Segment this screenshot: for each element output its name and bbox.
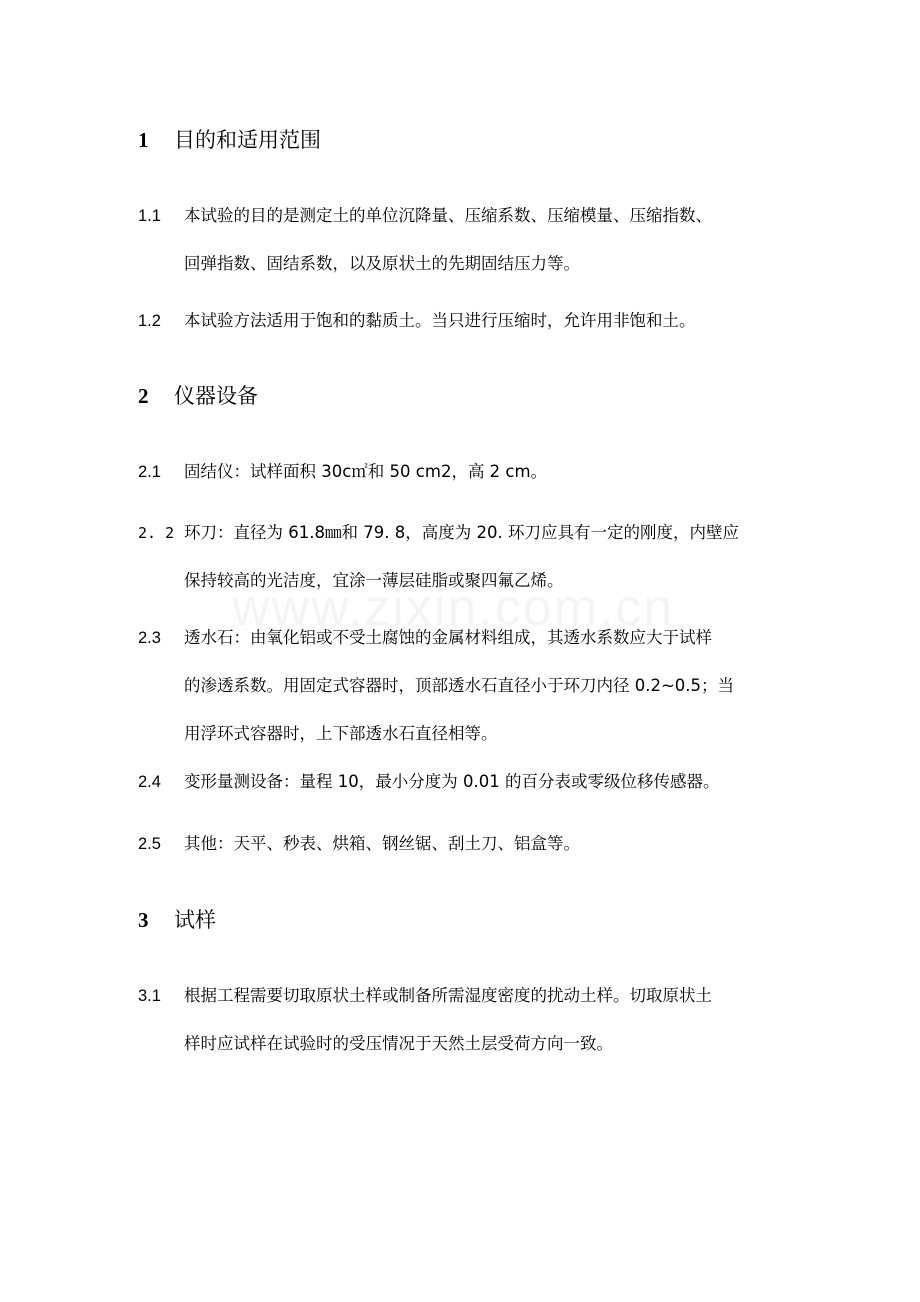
section-3-heading — [138, 906, 216, 934]
section-2-heading — [138, 382, 258, 410]
item-number: 2.5 — [138, 835, 161, 853]
item-text-line: 样时应试样在试验时的受压情况于天然土层受荷方向一致。 — [184, 1034, 613, 1053]
item-text-line: 回弹指数、固结系数，以及原状土的先期固结压力等。 — [184, 254, 580, 273]
item-number: 2.4 — [138, 773, 161, 791]
item-text-line: 根据工程需要切取原状土样或制备所需湿度密度的扰动土样。切取原状土 — [184, 986, 712, 1005]
section-number: 3 — [138, 908, 149, 932]
section-title: 仪器设备 — [174, 384, 258, 408]
item-text-line: 本试验的目的是测定土的单位沉降量、压缩系数、压缩模量、压缩指数、 — [184, 206, 712, 225]
item-text-line: 固结仪：试样面积 30c㎡和 50 cm2，高 2 cm。 — [184, 462, 548, 481]
item-number: 2.1 — [138, 463, 161, 481]
section-number: 2 — [138, 384, 149, 408]
item-1-2 — [138, 297, 788, 345]
item-text-line: 的渗透系数。用固定式容器时，顶部透水石直径小于环刀内径 0.2~0.5；当 — [184, 676, 735, 695]
item-text-line: 保持较高的光洁度，宜涂一薄层硅脂或聚四氟乙烯。 — [184, 571, 564, 590]
item-1-1 — [138, 192, 788, 288]
item-number: 1.1 — [138, 207, 161, 225]
item-2-3 — [138, 614, 788, 758]
item-2-1 — [138, 448, 788, 496]
item-number: 2. 2 — [138, 524, 175, 542]
item-number: 3.1 — [138, 987, 161, 1005]
item-2-2 — [138, 509, 788, 605]
item-text-line: 其他：天平、秒表、烘箱、钢丝锯、刮土刀、铝盒等。 — [184, 834, 580, 853]
item-number: 1.2 — [138, 312, 161, 330]
item-number: 2.3 — [138, 629, 161, 647]
item-text-line: 透水石：由氧化铝或不受土腐蚀的金属材料组成，其透水系数应大于试样 — [184, 628, 712, 647]
item-3-1 — [138, 972, 788, 1068]
item-text-line: 本试验方法适用于饱和的黏质土。当只进行压缩时，允许用非饱和土。 — [184, 311, 696, 330]
item-text-line: 变形量测设备：量程 10，最小分度为 0.01 的百分表或零级位移传感器。 — [184, 772, 720, 791]
section-1-heading — [138, 126, 321, 154]
item-text-line: 用浮环式容器时，上下部透水石直径相等。 — [184, 724, 498, 743]
section-number: 1 — [138, 128, 149, 152]
item-2-4 — [138, 758, 788, 806]
item-2-5 — [138, 820, 788, 868]
item-text-line: 环刀：直径为 61.8㎜和 79. 8，高度为 20. 环刀应具有一定的刚度，内壁应 — [184, 523, 739, 542]
section-title: 试样 — [174, 908, 216, 932]
section-title: 目的和适用范围 — [174, 128, 321, 152]
